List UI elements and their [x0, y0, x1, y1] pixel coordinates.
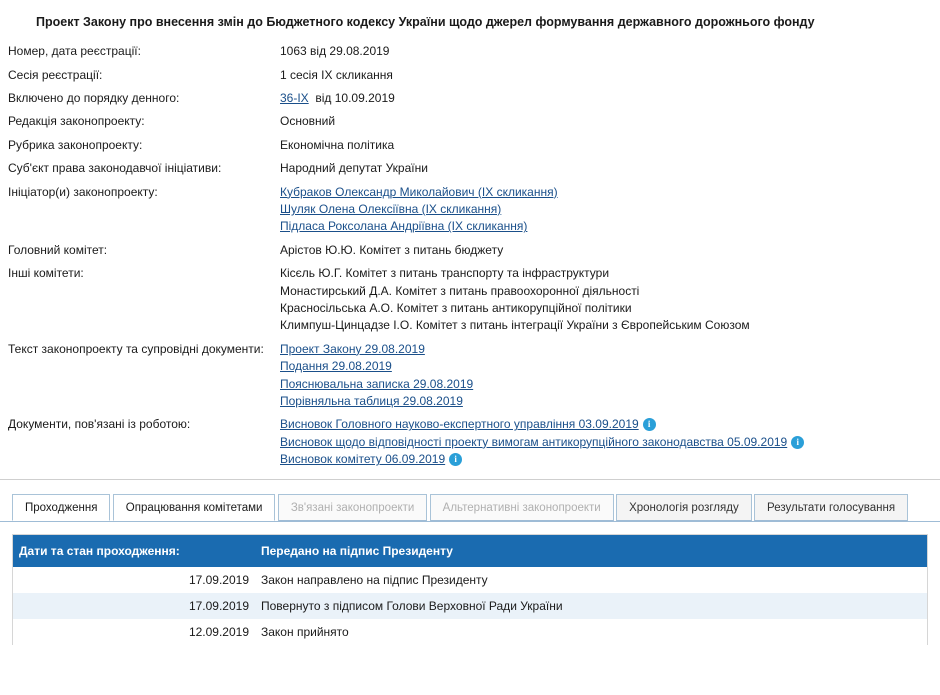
table-row-other-committees — [8, 262, 932, 338]
table-row — [13, 593, 927, 619]
main-committee-value: Арістов Ю.Ю. Комітет з питань бюджету — [280, 242, 504, 257]
row-date: 12.09.2019 — [13, 619, 255, 645]
texts-label: Текст законопроекту та супровідні документи: — [8, 341, 264, 356]
initiator-link[interactable]: Кубраков Олександр Миколайович (IX скликання) — [280, 184, 558, 199]
other-committees-list — [280, 262, 932, 338]
meta-label: Номер, дата реєстрації: — [8, 44, 141, 59]
meta-label: Суб'єкт права законодавчої ініціативи: — [8, 161, 222, 176]
row-event: Закон направлено на підпис Президенту — [255, 567, 927, 593]
document-link[interactable]: Порівняльна таблиця 29.08.2019 — [280, 393, 463, 408]
meta-value: 1 сесія IX скликання — [280, 67, 393, 82]
related-document-link[interactable]: Висновок комітету 06.09.2019 — [280, 452, 446, 467]
table-row-initiators — [8, 181, 932, 239]
table-row — [8, 87, 932, 110]
table-row-related — [8, 413, 932, 471]
texts-list — [280, 338, 932, 414]
info-icon[interactable]: i — [643, 418, 656, 431]
tab-opratsiuvannia-komitetamy[interactable]: Опрацювання комітетами — [113, 494, 276, 521]
related-list — [280, 413, 932, 471]
document-link[interactable]: Проект Закону 29.08.2019 — [280, 341, 425, 356]
document-link[interactable]: Подання 29.08.2019 — [280, 359, 392, 374]
related-row — [280, 416, 928, 433]
table-row — [8, 64, 932, 87]
meta-value: Народний депутат України — [280, 161, 428, 176]
agenda-link[interactable]: 36-IX — [280, 91, 309, 106]
tab-khronolohiia-rozghliadu[interactable]: Хронологія розгляду — [616, 494, 752, 521]
progress-table — [13, 535, 927, 645]
table-row — [8, 110, 932, 133]
initiator-link[interactable]: Шуляк Олена Олексіївна (IX скликання) — [280, 201, 502, 216]
related-document-link[interactable]: Висновок щодо відповідності проекту вимогам антикорупційного законодавства 05.09.2019 — [280, 434, 788, 449]
agenda-date: від 10.09.2019 — [315, 91, 395, 106]
meta-label: Редакція законопроекту: — [8, 114, 145, 129]
meta-value: 1063 від 29.08.2019 — [280, 44, 390, 59]
row-date: 17.09.2019 — [13, 567, 255, 593]
tab-alternatyvni-zakonoproekty[interactable]: Альтернативні законопроекти — [430, 494, 614, 521]
tab-prohodzhennia[interactable]: Проходження — [12, 494, 110, 521]
table-row-texts — [8, 338, 932, 414]
page-title: Проект Закону про внесення змін до Бюджетного кодексу України щодо джерел формування державного дорожнього фонду — [36, 15, 815, 29]
committee-item: Красносільська А.О. Комітет з питань антикорупційної політики — [280, 300, 632, 315]
tab-zviazani-zakonoproekty[interactable]: Зв'язані законопроекти — [278, 494, 428, 521]
table-row-main-committee — [8, 239, 932, 262]
tab-rezultaty-holosuvannia[interactable]: Результати голосування — [754, 494, 908, 521]
meta-value: Економічна політика — [280, 137, 395, 152]
tab-bar — [0, 494, 940, 522]
other-committees-label: Інші комітети: — [8, 266, 84, 281]
row-date: 17.09.2019 — [13, 593, 255, 619]
meta-label: Включено до порядку денного: — [8, 91, 180, 106]
committee-item: Кісєль Ю.Г. Комітет з питань транспорту та інфраструктури — [280, 266, 610, 281]
related-row — [280, 451, 928, 468]
table-header-row — [13, 535, 927, 567]
bill-metadata-table — [8, 40, 932, 471]
related-row — [280, 434, 928, 451]
info-icon[interactable]: i — [791, 436, 804, 449]
meta-value-agenda — [280, 87, 932, 110]
divider — [0, 479, 940, 480]
progress-table-wrapper — [12, 534, 928, 645]
table-row — [13, 567, 927, 593]
meta-label: Рубрика законопроекту: — [8, 137, 143, 152]
initiator-link[interactable]: Підласа Роксолана Андріївна (IX скликання) — [280, 219, 528, 234]
column-header-dates: Дати та стан проходження: — [13, 535, 255, 567]
document-link[interactable]: Пояснювальна записка 29.08.2019 — [280, 376, 474, 391]
initiators-label: Ініціатор(и) законопроекту: — [8, 184, 158, 199]
column-header-status: Передано на підпис Президенту — [255, 535, 927, 567]
meta-value: Основний — [280, 114, 336, 129]
main-committee-label: Головний комітет: — [8, 242, 108, 257]
table-row — [8, 134, 932, 157]
row-event: Повернуто з підписом Голови Верховної Ради України — [255, 593, 927, 619]
initiators-list — [280, 181, 932, 239]
table-row — [8, 157, 932, 180]
row-event: Закон прийнято — [255, 619, 927, 645]
committee-item: Климпуш-Цинцадзе І.О. Комітет з питань інтеграції України з Європейським Союзом — [280, 318, 750, 333]
related-document-link[interactable]: Висновок Головного науково-експертного управління 03.09.2019 — [280, 417, 639, 432]
table-row — [8, 40, 932, 63]
info-icon[interactable]: i — [449, 453, 462, 466]
table-row — [13, 619, 927, 645]
meta-label: Сесія реєстрації: — [8, 67, 103, 82]
related-label: Документи, пов'язані із роботою: — [8, 417, 191, 432]
committee-item: Монастирський Д.А. Комітет з питань правоохоронної діяльності — [280, 283, 640, 298]
